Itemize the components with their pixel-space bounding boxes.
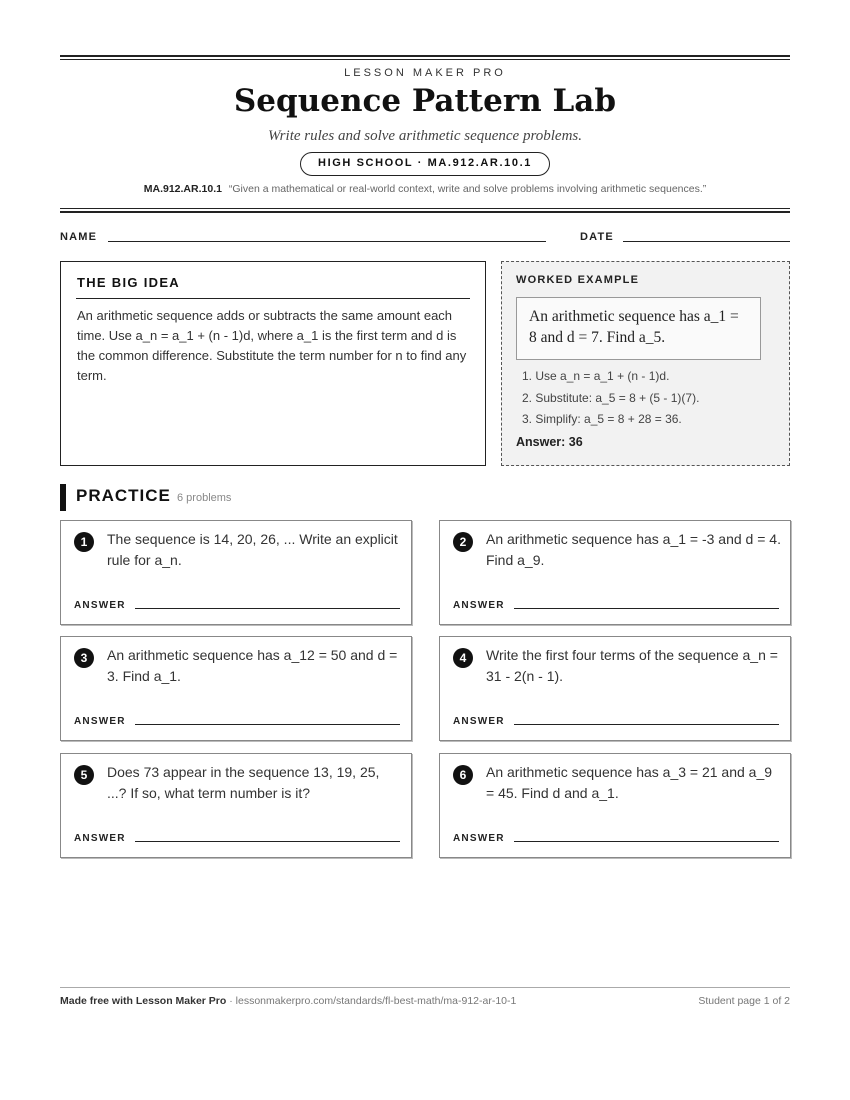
answer-label: ANSWER [74, 833, 126, 844]
answer-label: ANSWER [453, 600, 505, 611]
worked-example-step: 1. Use a_n = a_1 + (n - 1)d. [522, 369, 670, 383]
answer-field[interactable] [514, 841, 779, 842]
big-idea-heading: THE BIG IDEA [77, 275, 180, 290]
answer-label: ANSWER [453, 833, 505, 844]
standard-text: “Given a mathematical or real-world context, write and solve problems involving arithmetic sequences.” [228, 183, 707, 195]
problem-card [439, 636, 791, 741]
footer-url[interactable]: · lessonmakerpro.com/standards/fl-best-math/ma-912-ar-10-1 [226, 995, 517, 1007]
problem-number: 5 [74, 765, 94, 785]
footer-made-with: Made free with Lesson Maker Pro [60, 995, 227, 1007]
answer-field[interactable] [135, 608, 400, 609]
standard-code: MA.912.AR.10.1 [143, 183, 222, 195]
answer-label: ANSWER [74, 600, 126, 611]
footer-page-number: Student page 1 of 2 [698, 995, 790, 1007]
date-field[interactable] [623, 241, 790, 242]
worked-example-panel [501, 261, 790, 466]
header-rule-top [60, 55, 790, 57]
answer-label: ANSWER [453, 716, 505, 727]
date-label: DATE [580, 231, 614, 243]
grade-standard-badge: HIGH SCHOOL · MA.912.AR.10.1 [300, 152, 550, 176]
worked-example-answer: Answer: 36 [516, 435, 583, 449]
big-idea-divider [76, 298, 470, 299]
header-rule-top-thin [60, 59, 790, 60]
brand-name: LESSON MAKER PRO [344, 67, 506, 79]
answer-label: ANSWER [74, 716, 126, 727]
footer-divider [60, 987, 790, 988]
worked-example-step: 2. Substitute: a_5 = 8 + (5 - 1)(7). [522, 390, 700, 405]
answer-field[interactable] [514, 608, 779, 609]
worked-example-step: 3. Simplify: a_5 = 8 + 28 = 36. [522, 412, 682, 426]
problem-card [60, 636, 412, 741]
problem-number: 6 [453, 765, 473, 785]
problem-text: Does 73 appear in the sequence 13, 19, 25, ...? If so, what term number is it? [107, 764, 380, 801]
problem-text: An arithmetic sequence has a_1 = -3 and d = 4. Find a_9. [486, 531, 781, 568]
answer-field[interactable] [135, 724, 400, 725]
problem-text: Write the first four terms of the sequence a_n = 31 - 2(n - 1). [486, 647, 778, 684]
problem-text: An arithmetic sequence has a_3 = 21 and a_9 = 45. Find d and a_1. [486, 764, 773, 801]
answer-field[interactable] [514, 724, 779, 725]
big-idea-panel [60, 261, 486, 466]
footer-credit [60, 995, 516, 1007]
worked-example-problem: An arithmetic sequence has a_1 = 8 and d = 7. Find a_5. [516, 297, 761, 360]
worked-example-heading: WORKED EXAMPLE [516, 274, 640, 286]
problem-text: An arithmetic sequence has a_12 = 50 and d = 3. Find a_1. [107, 647, 398, 684]
problem-number: 2 [453, 532, 473, 552]
problem-number: 1 [74, 532, 94, 552]
practice-count: 6 problems [177, 492, 232, 504]
name-label: NAME [60, 231, 98, 243]
big-idea-text: An arithmetic sequence adds or subtracts the same amount each time. Use a_n = a_1 + (n - 1)d, where a_1 is the first term and d is the common difference. Substitute the term number for n to find any term. [77, 308, 467, 383]
page-subtitle: Write rules and solve arithmetic sequence problems. [268, 128, 582, 144]
name-field[interactable] [108, 241, 546, 242]
problem-card [60, 753, 412, 858]
header-rule-bottom-thin [60, 208, 790, 209]
header-rule-bottom [60, 211, 790, 213]
problem-number: 4 [453, 648, 473, 668]
problem-card [439, 753, 791, 858]
problem-card [439, 520, 791, 625]
problem-text: The sequence is 14, 20, 26, ... Write an explicit rule for a_n. [107, 531, 398, 568]
page-title: Sequence Pattern Lab [233, 83, 617, 119]
problem-number: 3 [74, 648, 94, 668]
problem-card [60, 520, 412, 625]
practice-heading: PRACTICE [76, 486, 171, 505]
worked-example-steps [522, 366, 699, 431]
practice-accent-bar [60, 484, 66, 511]
worksheet-page [60, 0, 790, 1100]
answer-field[interactable] [135, 841, 400, 842]
standard-description [60, 183, 790, 195]
